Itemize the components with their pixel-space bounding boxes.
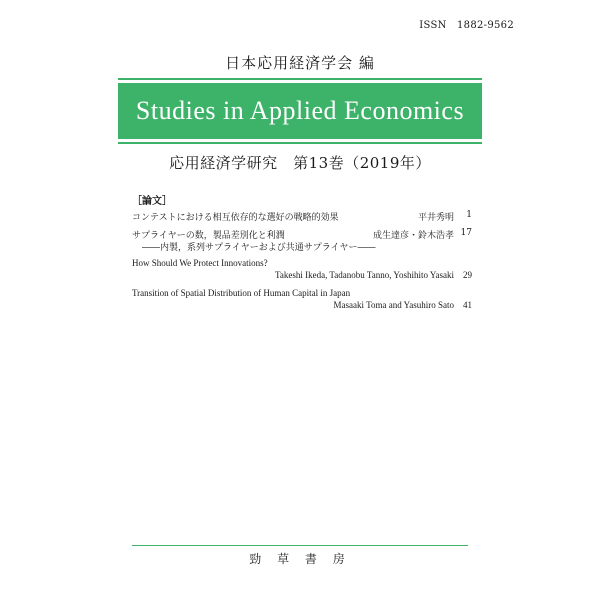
- band-rule-top: [118, 78, 482, 80]
- journal-title: Studies in Applied Economics: [135, 96, 465, 125]
- volume-subtitle: 応用経済学研究 第13巻（2019年）: [169, 154, 431, 172]
- toc-page: 17: [460, 228, 472, 238]
- toc-title: コンテストにおける相互依存的な選好の戦略的効果: [132, 213, 339, 223]
- title-band: [118, 83, 482, 139]
- toc-page: 41: [463, 300, 472, 310]
- toc-subtitle: ――内製，系列サプライヤーおよび共通サプライヤー――: [142, 243, 376, 253]
- toc-author: Masaaki Toma and Yasuhiro Sato: [333, 300, 454, 310]
- toc-page: 1: [466, 210, 472, 220]
- section-label: ［論文］: [132, 196, 172, 207]
- publisher: 勁 草 書 房: [249, 552, 351, 566]
- editor-line: 日本応用経済学会 編: [225, 54, 375, 72]
- toc-author: 成生達彦・鈴木浩孝: [372, 231, 454, 241]
- band-rule-bottom: [118, 142, 482, 144]
- toc-page: 29: [463, 270, 472, 280]
- toc-title: サプライヤーの数，製品差別化と利潤: [132, 231, 285, 241]
- issn: ISSN 1882-9562: [419, 20, 514, 31]
- bottom-rule: [132, 545, 468, 546]
- toc-author: Takeshi Ikeda, Tadanobu Tanno, Yoshihito Yasaki: [274, 270, 454, 280]
- toc-title: How Should We Protect Innovations?: [132, 258, 268, 268]
- toc-title: Transition of Spatial Distribution of Human Capital in Japan: [132, 288, 351, 298]
- toc-author: 平井秀明: [417, 213, 454, 223]
